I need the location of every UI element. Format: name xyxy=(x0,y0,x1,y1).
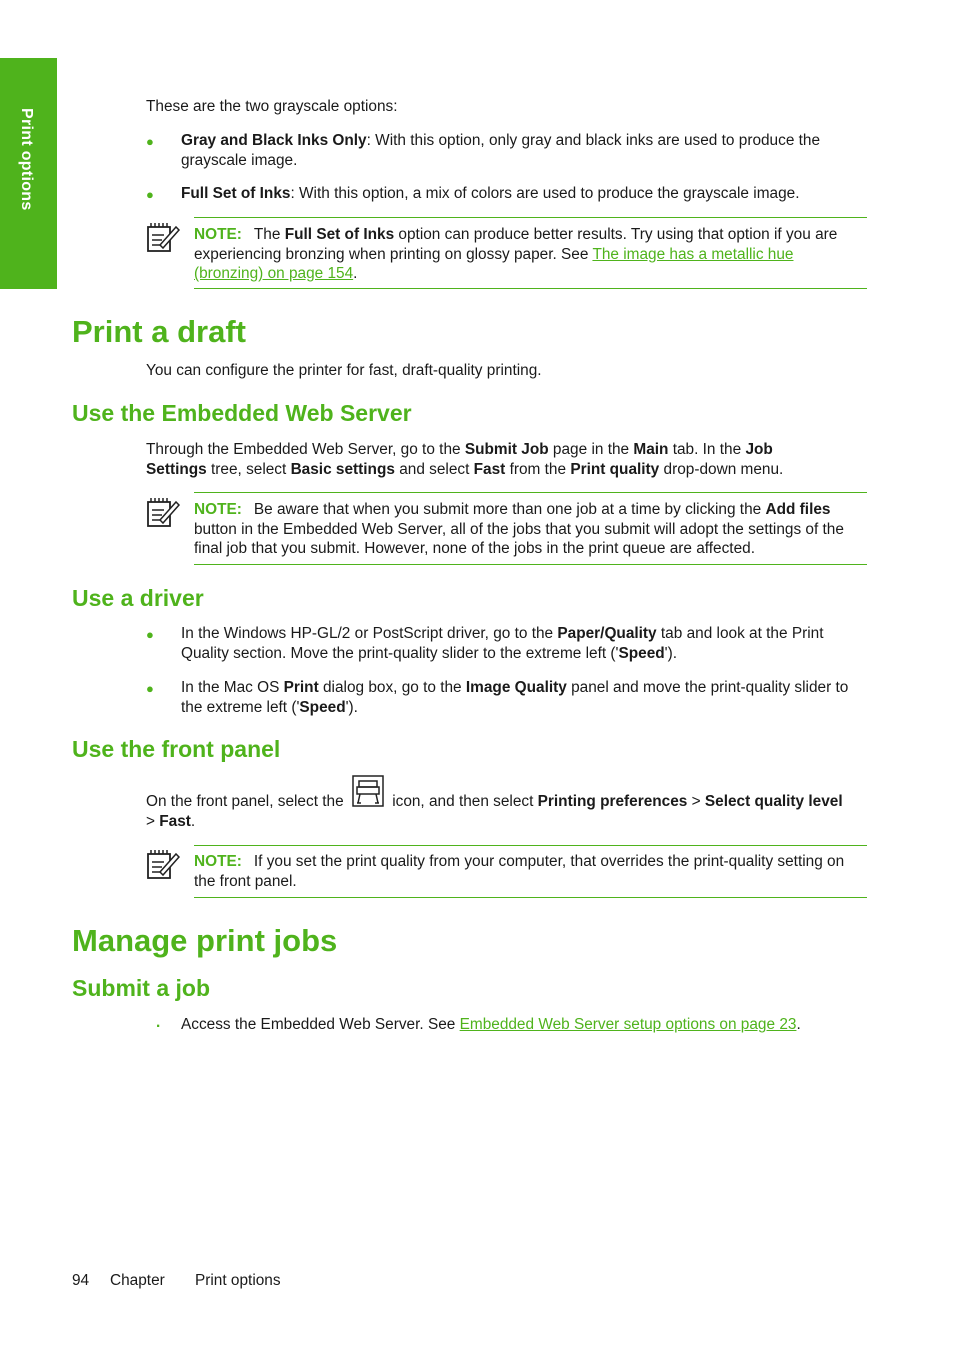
bullet-icon: ● xyxy=(146,627,154,642)
ews-body: Through the Embedded Web Server, go to the Submit Job page in the Main tab. In the Job Settings tree, select Basic settings and select Fast from the Print quality drop-down menu. xyxy=(146,441,784,478)
section-title-submit-job: Submit a job xyxy=(72,975,210,1001)
section-title-ews: Use the Embedded Web Server xyxy=(72,400,412,426)
note-pad-pencil-icon xyxy=(146,219,180,253)
list-item: Full Set of Inks: With this option, a mix of colors are used to produce the grayscale image. xyxy=(181,185,800,202)
ews-setup-link[interactable]: Embedded Web Server setup options on page 23 xyxy=(459,1016,797,1033)
section-title-front-panel: Use the front panel xyxy=(72,736,281,762)
bullet-icon: ● xyxy=(146,187,154,202)
submit-step-1: Access the Embedded Web Server. See Embedded Web Server setup options on page 23. xyxy=(181,1016,801,1033)
footer-chapter-label: Chapter xyxy=(110,1272,165,1289)
footer-chapter-title: Print options xyxy=(195,1272,281,1289)
note-box: NOTE: If you set the print quality from your computer, that overrides the print-quality setting on the front panel. xyxy=(194,845,867,898)
side-tab-label: Print options xyxy=(18,108,35,211)
note-box: NOTE: The Full Set of Inks option can produce better results. Try using that option if you are experiencing bronzing when printing on glossy paper. See The image has a metallic hue (bronzing) on page 154. xyxy=(194,217,867,289)
bronzing-link[interactable]: The image has a metallic hue (bronzing) on page 154 xyxy=(194,245,794,283)
page-footer xyxy=(72,1272,472,1292)
print-draft-body: You can configure the printer for fast, draft-quality printing. xyxy=(146,362,542,379)
bullet-icon: ● xyxy=(146,134,154,149)
list-item: In the Windows HP-GL/2 or PostScript driver, go to the Paper/Quality tab and look at the Print Quality section. Move the print-quality slider to the extreme left ('Speed'). xyxy=(181,625,824,662)
side-chapter-tab xyxy=(0,58,57,289)
bullet-icon: ● xyxy=(146,681,154,696)
section-title-driver: Use a driver xyxy=(72,585,204,611)
note-pad-pencil-icon xyxy=(146,494,180,528)
section-title-manage-jobs: Manage print jobs xyxy=(72,923,338,958)
note-pad-pencil-icon xyxy=(146,846,180,880)
intro-text: These are the two grayscale options: xyxy=(146,98,398,115)
front-panel-body: On the front panel, select the icon, and then select Printing preferences > Select quality level > Fast. xyxy=(146,793,843,830)
step-marker: . xyxy=(156,1014,161,1031)
list-item: Gray and Black Inks Only: With this option, only gray and black inks are used to produce the grayscale image. xyxy=(181,132,821,169)
list-item: In the Mac OS Print dialog box, go to the Image Quality panel and move the print-quality slider to the extreme left ('Speed'). xyxy=(181,679,849,716)
note-box: NOTE: Be aware that when you submit more than one job at a time by clicking the Add files button in the Embedded Web Server, all of the jobs that you submit will adopt the settings of the final job that you submit. However, none of the jobs in the print queue are affected. xyxy=(194,492,867,565)
section-title-print-draft: Print a draft xyxy=(72,314,246,349)
page-number: 94 xyxy=(72,1272,90,1289)
